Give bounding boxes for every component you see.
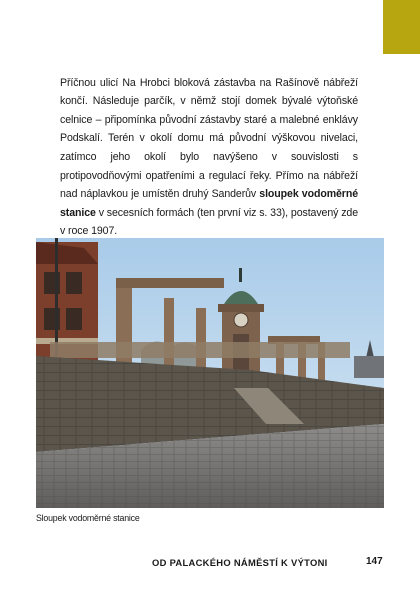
page-number: 147 (366, 556, 383, 567)
running-footer-section-title: OD PALACKÉHO NÁMĚSTÍ K VÝTONI (152, 557, 328, 568)
paragraph-bold-term: sloupek vodoměrné stanice (60, 188, 358, 219)
paragraph-text-start: Příčnou ulicí Na Hrobci bloková zástavba na Rašínově nábřeží končí. Následuje parčík, v němž stojí domek bývalé výtoňské celnice – připomínka původní zástavby staré a malebné enklávy Podskalí. Terén v okolí domu má původní výškovou nivelaci, zatímco jeho okolí bylo navýšeno v souvislosti s protipovodňovými opatřeními a regulací řeky. Přímo na nábřeží nad náplavkou je umístěn druhý Sanderův (60, 76, 358, 201)
water-gauge-station-photo (36, 238, 384, 508)
paragraph-text-end: v secesních formách (ten první viz s. 33), postavený zde v roce 1907. (60, 206, 358, 238)
body-paragraph (60, 74, 358, 241)
photo-caption: Sloupek vodoměrné stanice (36, 513, 140, 523)
chapter-color-tab (383, 0, 420, 54)
